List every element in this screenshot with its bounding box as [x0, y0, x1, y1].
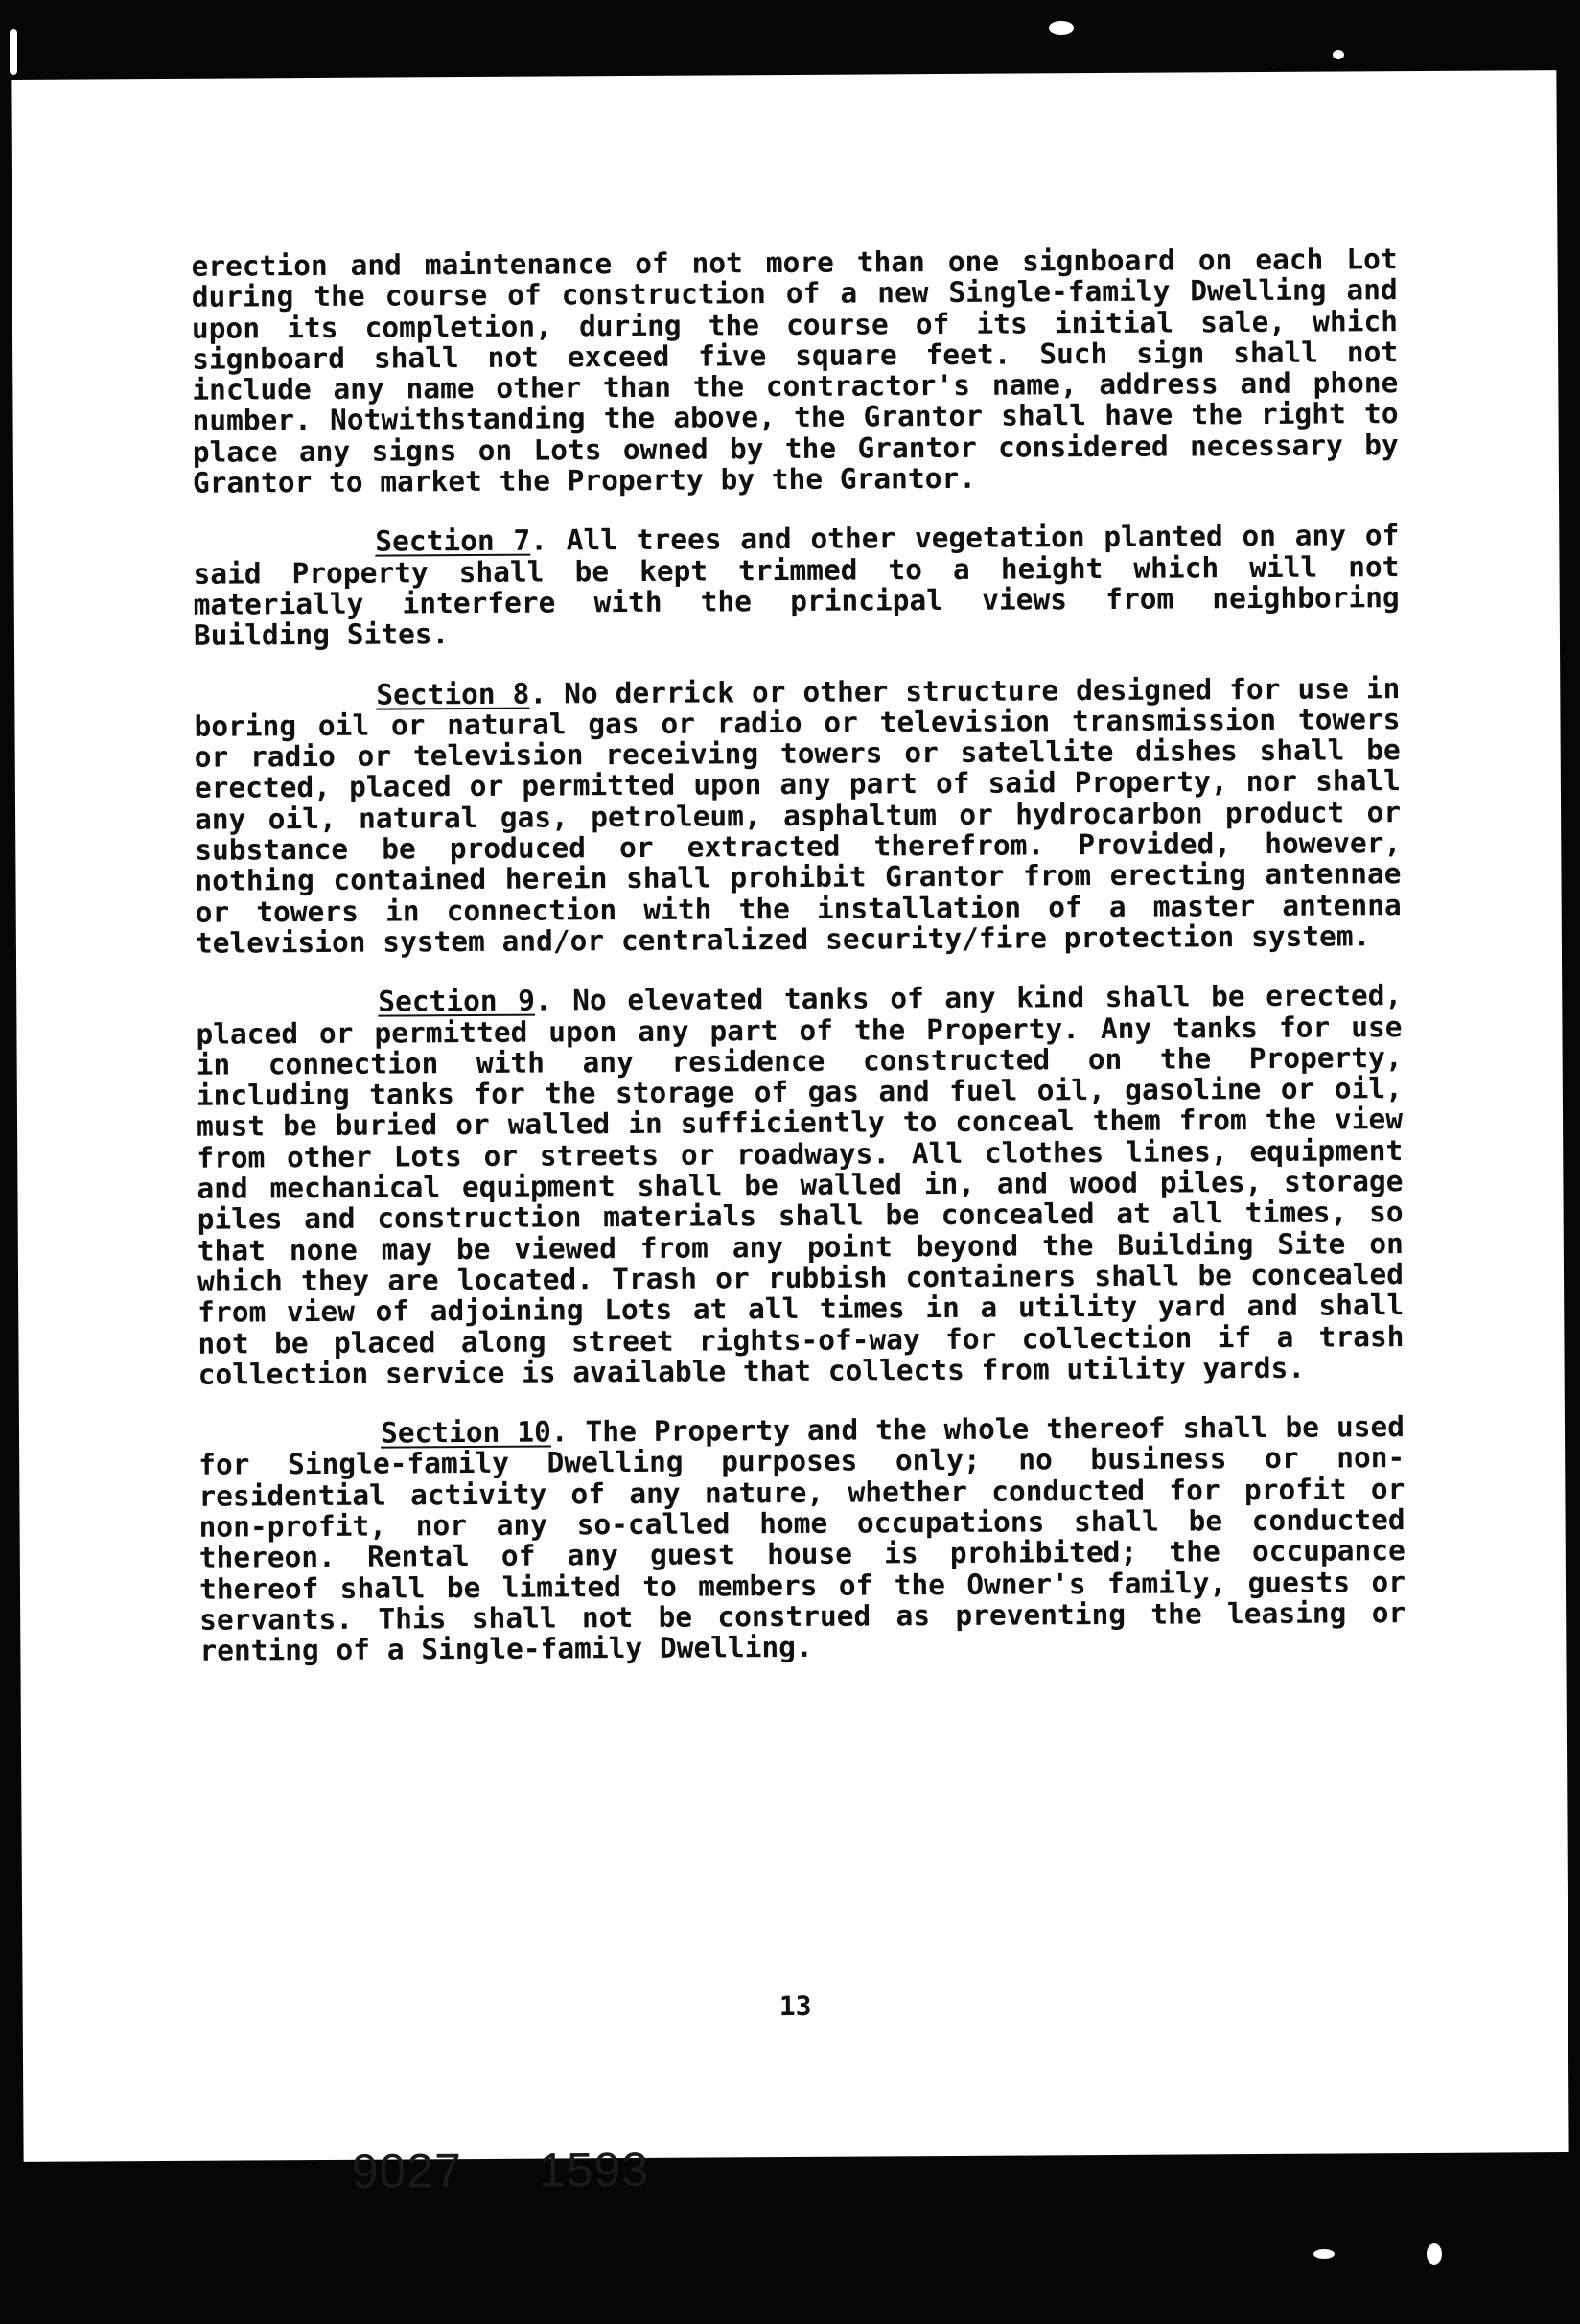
paragraph-section-10	[198, 1411, 1406, 1666]
recording-stamp	[352, 2141, 727, 2198]
paragraph-signboard	[191, 244, 1399, 499]
document-page	[11, 70, 1568, 2198]
paragraph-text: . The Property and the whole thereof shall be used for Single-family Dwelling purposes only; no business or non-residential activity of any nature, whether conducted for profit or non-profit, nor any so-called home occupations shall be conducted thereon. Rental of any guest house is prohibited; the occupance thereof shall be limited to members of the Owner's family, guests or servants. This shall not be construed as preventing the leasing or renting of a Single-family Dwelling.	[198, 1410, 1406, 1667]
section-heading: Section 9	[378, 984, 536, 1018]
section-heading: Section 10	[380, 1415, 551, 1450]
scan-speck	[10, 29, 17, 75]
page-body	[191, 244, 1406, 1695]
scan-speck	[1049, 21, 1074, 35]
paragraph-text: . All trees and other vegetation planted on any of said Property shall be kept trimmed to a height which will not materially interfere with the principal views from neighboring Building Sites.	[193, 519, 1400, 653]
stamp-volume: 9027	[351, 2144, 463, 2198]
scan-speck	[1427, 2243, 1442, 2265]
paragraph-section-7	[193, 520, 1400, 651]
scan-speck	[1333, 50, 1344, 59]
paragraph-section-9	[196, 980, 1405, 1390]
paragraph-section-8	[194, 673, 1402, 959]
section-heading: Section 8	[376, 677, 530, 711]
paragraph-text: . No derrick or other structure designed for use in boring oil or natural gas or radio or television transmission towers or radio or television receiving towers or satellite dishes shall be erected, placed or permitted upon any part of said Property, nor shall any oil, natural gas, petroleum, asphaltum or hydrocarbon product or substance be produced or extracted therefrom. Provided, however, nothing contained herein shall prohibit Grantor from erecting antennae or towers in connection with the installation of a master antenna television system and/or centralized security/fire protection system.	[194, 671, 1402, 960]
scan-speck	[1313, 2249, 1335, 2259]
stamp-page: 1593	[538, 2142, 650, 2197]
paragraph-text: . No elevated tanks of any kind shall be erected, placed or permitted upon any part of the Property. Any tanks for use in connection with any residence constructed on the Property, including tanks for the storage of gas and fuel oil, gasoline or oil, must be buried or walled in sufficiently to conceal them from the view from other Lots or streets or roadways. All clothes lines, equipment and mechanical equipment shall be walled in, and wood piles, storage piles and construction materials shall be concealed at all times, so that none may be viewed from any point beyond the Building Site on which they are located. Trash or rubbish containers shall be concealed from view of adjoining Lots at all times in a utility yard and shall not be placed along street rights-of-way for collection if a trash collection service is available that collects from utility yards.	[196, 979, 1405, 1391]
paragraph-text: erection and maintenance of not more than one signboard on each Lot during the course of construction of a new Single-family Dwelling and upon its completion, during the course of its initial sale, which signboard shall not exceed five square feet. Such sign shall not include any name other than the contractor's name, address and phone number. Notwithstanding the above, the Grantor shall have the right to place any signs on Lots owned by the Grantor considered necessary by Grantor to market the Property by the Grantor.	[191, 243, 1399, 500]
section-heading: Section 7	[375, 524, 531, 559]
page-number: 13	[778, 1989, 812, 2023]
